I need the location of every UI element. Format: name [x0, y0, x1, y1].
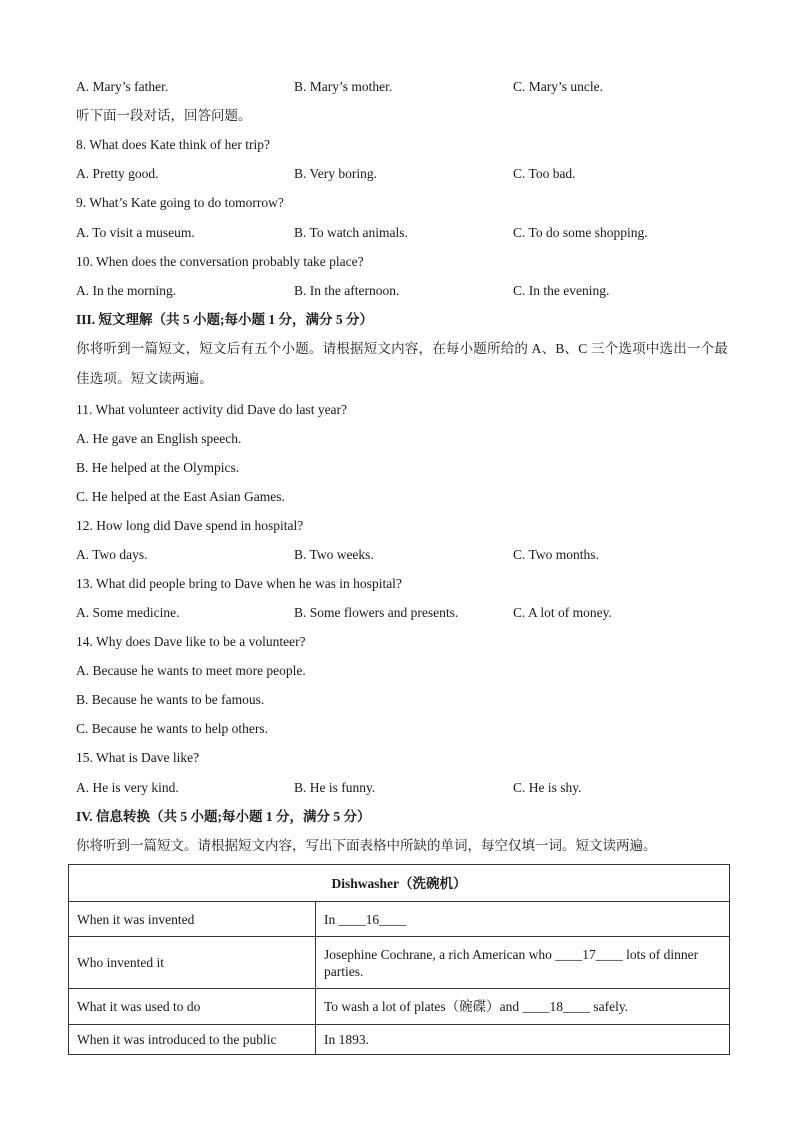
q11-option-a: A. He gave an English speech.	[76, 431, 242, 446]
q12-option-b: B. Two weeks.	[294, 547, 374, 562]
q12-option-c: C. Two months.	[513, 547, 599, 562]
q11-option-b: B. He helped at the Olympics.	[76, 460, 240, 475]
table-row-value: To wash a lot of plates（碗碟）and ____18____ safely.	[316, 989, 730, 1025]
table-row-value: In 1893.	[316, 1025, 730, 1055]
q7-option-c: C. Mary’s uncle.	[513, 79, 603, 94]
q9-option-c: C. To do some shopping.	[513, 225, 648, 240]
q13-option-b: B. Some flowers and presents.	[294, 605, 459, 620]
q15-option-a: A. He is very kind.	[76, 780, 179, 795]
q10-option-b: B. In the afternoon.	[294, 283, 400, 298]
q15-option-b: B. He is funny.	[294, 780, 376, 795]
q10-question: 10. When does the conversation probably take place?	[76, 254, 364, 269]
q11-option-c: C. He helped at the East Asian Games.	[76, 489, 285, 504]
q14-option-b: B. Because he wants to be famous.	[76, 692, 265, 707]
q12-option-a: A. Two days.	[76, 547, 148, 562]
dialogue-instruction: 听下面一段对话，回答问题。	[76, 108, 252, 123]
section-3-instruction: 你将听到一篇短文，短文后有五个小题。请根据短文内容，在每小题所给的 A、B、C 三个选项中选出一个最佳选项。短文读两遍。	[76, 341, 729, 386]
q9-option-a: A. To visit a museum.	[76, 225, 195, 240]
q14-option-c: C. Because he wants to help others.	[76, 721, 268, 736]
q13-question: 13. What did people bring to Dave when he was in hospital?	[76, 576, 402, 591]
table-row-key: What it was used to do	[69, 989, 316, 1025]
dishwasher-table	[68, 864, 730, 1055]
q14-option-a: A. Because he wants to meet more people.	[76, 663, 306, 678]
table-row-key: When it was introduced to the public	[69, 1025, 316, 1055]
q8-question: 8. What does Kate think of her trip?	[76, 137, 270, 152]
q13-option-a: A. Some medicine.	[76, 605, 180, 620]
section-3-title: III. 短文理解（共 5 小题;每小题 1 分，满分 5 分）	[76, 312, 374, 327]
q10-option-a: A. In the morning.	[76, 283, 177, 298]
q12-question: 12. How long did Dave spend in hospital?	[76, 518, 304, 533]
q13-option-c: C. A lot of money.	[513, 605, 612, 620]
section-4-instruction: 你将听到一篇短文。请根据短文内容，写出下面表格中所缺的单词，每空仅填一词。短文读两遍。	[76, 838, 657, 853]
q7-option-b: B. Mary’s mother.	[294, 79, 393, 94]
q10-option-c: C. In the evening.	[513, 283, 610, 298]
q9-option-b: B. To watch animals.	[294, 225, 408, 240]
q15-option-c: C. He is shy.	[513, 780, 582, 795]
table-row-key: Who invented it	[69, 937, 316, 989]
q14-question: 14. Why does Dave like to be a volunteer?	[76, 634, 306, 649]
section-4-title: IV. 信息转换（共 5 小题;每小题 1 分，满分 5 分）	[76, 809, 371, 824]
q8-option-c: C. Too bad.	[513, 166, 576, 181]
q9-question: 9. What’s Kate going to do tomorrow?	[76, 195, 284, 210]
q11-question: 11. What volunteer activity did Dave do last year?	[76, 402, 348, 417]
q8-option-b: B. Very boring.	[294, 166, 377, 181]
q7-option-a: A. Mary’s father.	[76, 79, 169, 94]
table-row-value: In ____16____	[316, 902, 730, 937]
q8-option-a: A. Pretty good.	[76, 166, 159, 181]
table-title: Dishwasher（洗碗机）	[69, 865, 730, 902]
q15-question: 15. What is Dave like?	[76, 750, 200, 765]
table-row-value: Josephine Cochrane, a rich American who ____17____ lots of dinner parties.	[316, 937, 730, 989]
table-row-key: When it was invented	[69, 902, 316, 937]
